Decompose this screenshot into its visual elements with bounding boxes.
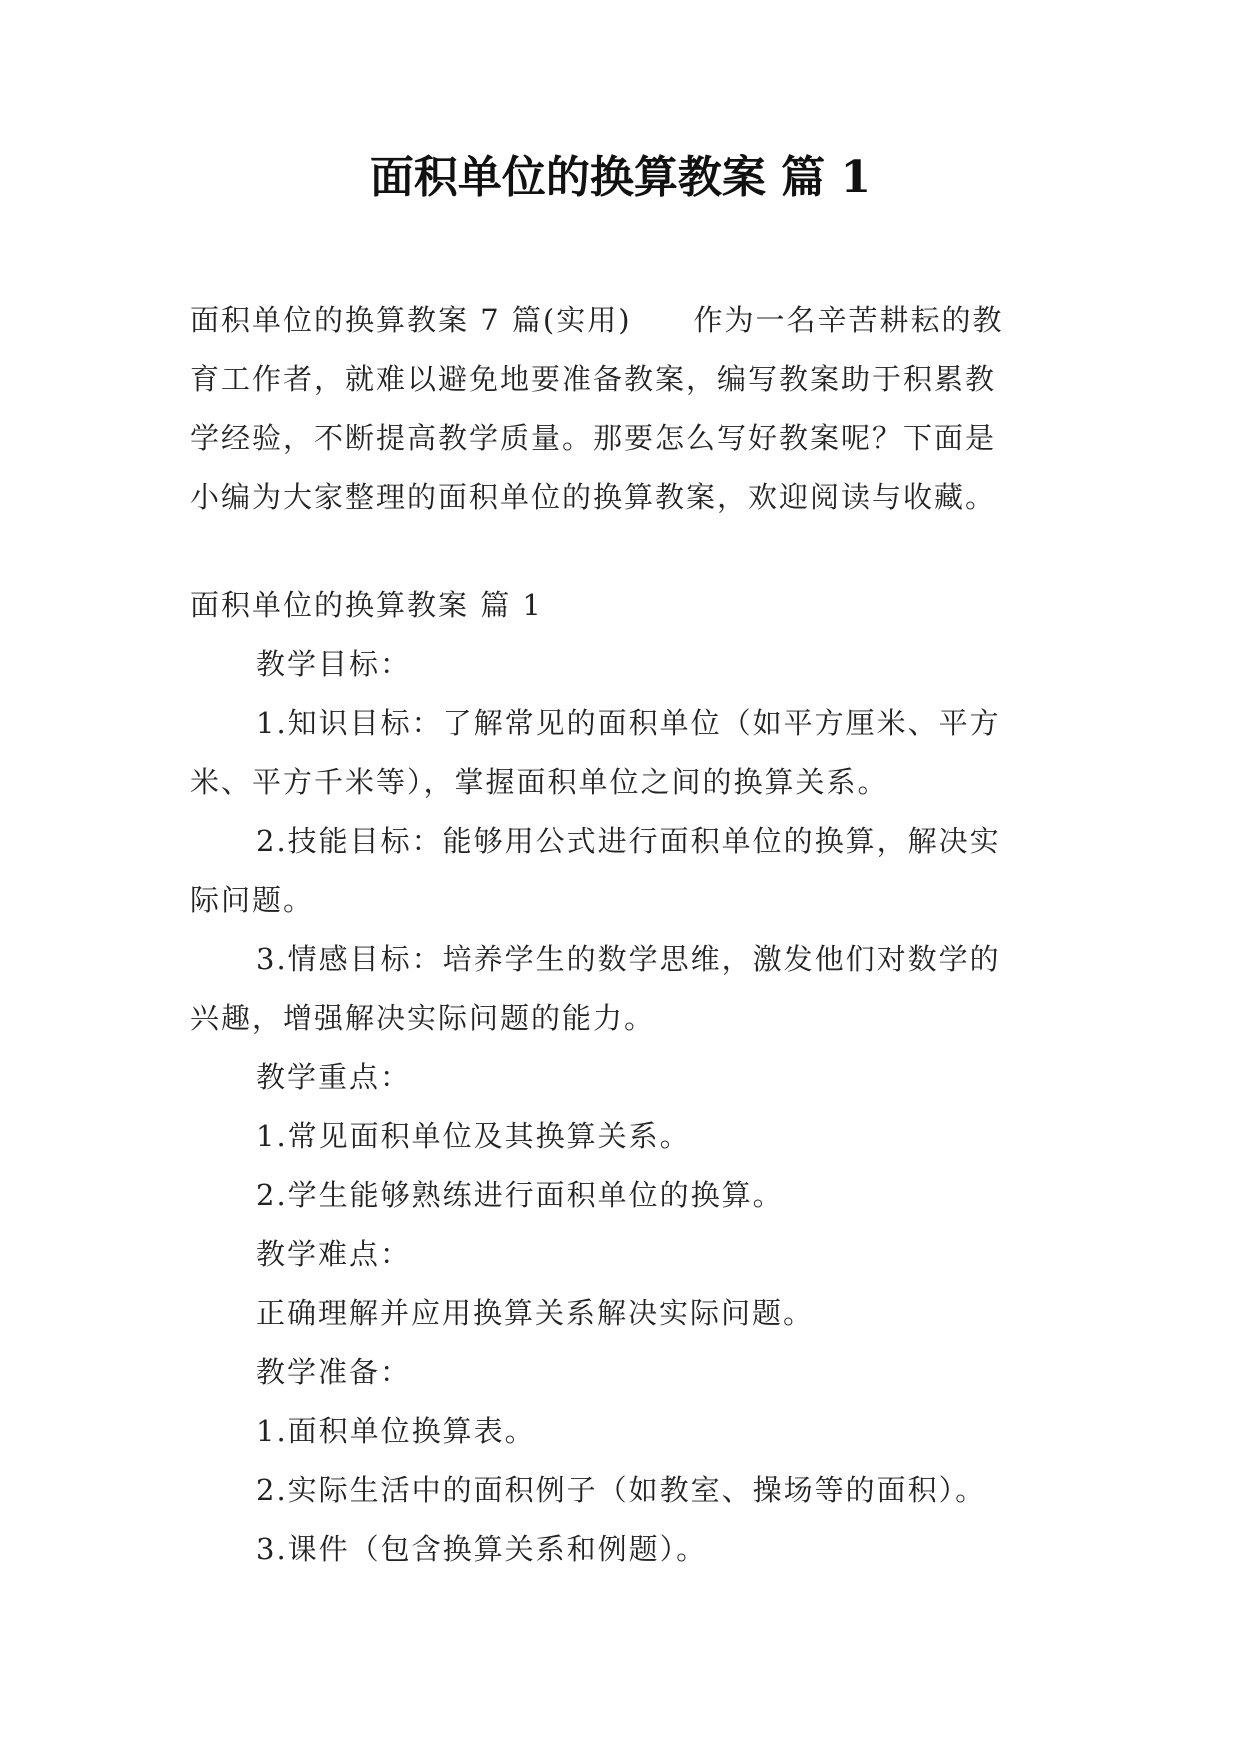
lesson-plan-body [190, 576, 1070, 1579]
objective-1-line-2: 米、平方千米等），掌握面积单位之间的换算关系。 [190, 765, 889, 799]
key-point-1: 1.常见面积单位及其换算关系。 [256, 1119, 691, 1153]
difficulties-heading: 教学难点： [256, 1237, 412, 1271]
preparation-heading: 教学准备： [256, 1355, 412, 1389]
intro-line-1: 面积单位的换算教案 7 篇(实用) 作为一名辛苦耕耘的教 [190, 303, 1004, 337]
intro-line-2: 育工作者，就难以避免地要准备教案，编写教案助于积累教 [190, 362, 997, 396]
key-point-2: 2.学生能够熟练进行面积单位的换算。 [256, 1178, 784, 1212]
document-title: 面积单位的换算教案 篇 1 [369, 152, 872, 203]
objective-2-line-1: 2.技能目标：能够用公式进行面积单位的换算，解决实 [256, 824, 1001, 858]
section-heading: 面积单位的换算教案 篇 1 [190, 588, 543, 622]
objective-3-line-1: 3.情感目标：培养学生的数学思维，激发他们对数学的 [256, 942, 1001, 976]
intro-line-3: 学经验，不断提高教学质量。那要怎么写好教案呢？下面是 [190, 421, 997, 455]
preparation-2: 2.实际生活中的面积例子（如教室、操场等的面积）。 [256, 1473, 987, 1507]
preparation-3: 3.课件（包含换算关系和例题）。 [256, 1532, 708, 1566]
objective-1-line-1: 1.知识目标：了解常见的面积单位（如平方厘米、平方 [256, 706, 1001, 740]
preparation-1: 1.面积单位换算表。 [256, 1414, 536, 1448]
objective-3-line-2: 兴趣，增强解决实际问题的能力。 [190, 1001, 656, 1035]
objectives-heading: 教学目标： [256, 647, 412, 681]
key-points-heading: 教学重点： [256, 1060, 412, 1094]
difficulty-1: 正确理解并应用换算关系解决实际问题。 [256, 1296, 815, 1330]
objective-2-line-2: 际问题。 [190, 883, 315, 917]
intro-paragraph [190, 291, 1070, 527]
intro-line-4: 小编为大家整理的面积单位的换算教案，欢迎阅读与收藏。 [190, 480, 997, 514]
